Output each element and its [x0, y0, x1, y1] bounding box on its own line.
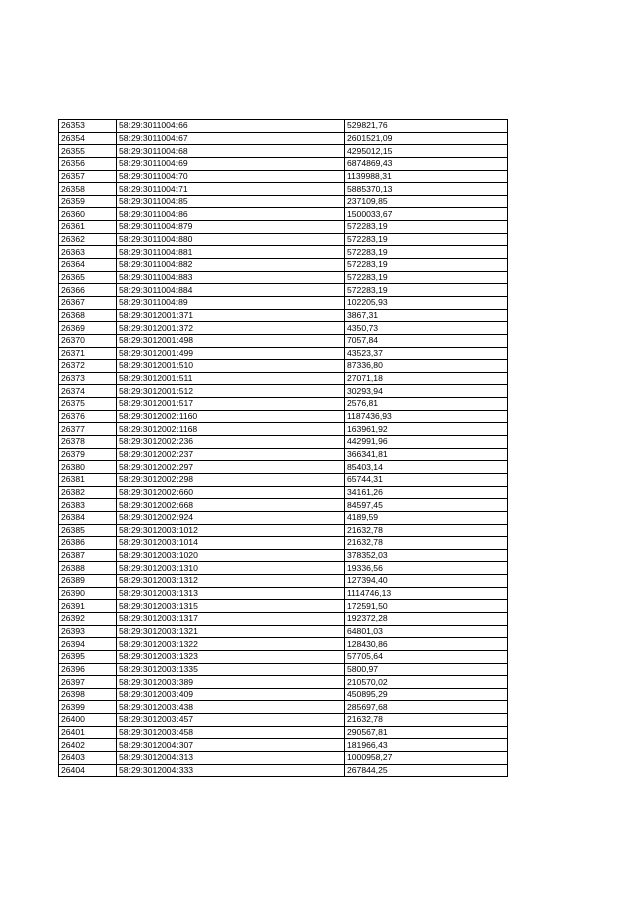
row-number-cell: 26379 [59, 448, 117, 461]
row-number-cell: 26362 [59, 233, 117, 246]
row-number-cell: 26392 [59, 612, 117, 625]
table-row [59, 195, 508, 208]
data-table [58, 119, 508, 777]
cadastral-number-cell: 58:29:3012002:1168 [117, 423, 345, 436]
row-number-cell: 26378 [59, 436, 117, 449]
row-number-cell: 26367 [59, 296, 117, 309]
value-cell: 181966,43 [345, 739, 508, 752]
row-number-cell: 26389 [59, 575, 117, 588]
value-cell: 1139988,31 [345, 170, 508, 183]
row-number-cell: 26397 [59, 676, 117, 689]
value-cell: 19336,56 [345, 562, 508, 575]
value-cell: 285697,68 [345, 701, 508, 714]
value-cell: 1000958,27 [345, 752, 508, 765]
cadastral-number-cell: 58:29:3012003:1317 [117, 612, 345, 625]
cadastral-number-cell: 58:29:3011004:71 [117, 183, 345, 196]
cadastral-number-cell: 58:29:3011004:879 [117, 221, 345, 234]
value-cell: 1114746,13 [345, 587, 508, 600]
cadastral-number-cell: 58:29:3011004:66 [117, 120, 345, 133]
value-cell: 5885370,13 [345, 183, 508, 196]
cadastral-number-cell: 58:29:3012002:668 [117, 499, 345, 512]
value-cell: 128430,86 [345, 638, 508, 651]
table-row [59, 271, 508, 284]
table-row [59, 334, 508, 347]
value-cell: 450895,29 [345, 688, 508, 701]
table-row [59, 322, 508, 335]
table-row [59, 473, 508, 486]
cadastral-number-cell: 58:29:3012002:236 [117, 436, 345, 449]
row-number-cell: 26369 [59, 322, 117, 335]
value-cell: 84597,45 [345, 499, 508, 512]
table-row [59, 309, 508, 322]
row-number-cell: 26380 [59, 461, 117, 474]
row-number-cell: 26390 [59, 587, 117, 600]
cadastral-number-cell: 58:29:3011004:86 [117, 208, 345, 221]
value-cell: 7057,84 [345, 334, 508, 347]
table-row [59, 385, 508, 398]
row-number-cell: 26376 [59, 410, 117, 423]
value-cell: 64801,03 [345, 625, 508, 638]
cadastral-number-cell: 58:29:3011004:70 [117, 170, 345, 183]
value-cell: 290567,81 [345, 726, 508, 739]
cadastral-number-cell: 58:29:3011004:85 [117, 195, 345, 208]
table-row [59, 157, 508, 170]
table-row [59, 663, 508, 676]
cadastral-number-cell: 58:29:3011004:67 [117, 132, 345, 145]
cadastral-number-cell: 58:29:3011004:68 [117, 145, 345, 158]
table-row [59, 638, 508, 651]
row-number-cell: 26404 [59, 764, 117, 777]
row-number-cell: 26403 [59, 752, 117, 765]
cadastral-number-cell: 58:29:3012002:298 [117, 473, 345, 486]
table-row [59, 347, 508, 360]
table-row [59, 625, 508, 638]
cadastral-number-cell: 58:29:3011004:880 [117, 233, 345, 246]
row-number-cell: 26368 [59, 309, 117, 322]
row-number-cell: 26355 [59, 145, 117, 158]
cadastral-number-cell: 58:29:3012002:297 [117, 461, 345, 474]
cadastral-number-cell: 58:29:3012004:333 [117, 764, 345, 777]
value-cell: 442991,96 [345, 436, 508, 449]
value-cell: 2576,81 [345, 398, 508, 411]
value-cell: 4189,59 [345, 511, 508, 524]
row-number-cell: 26375 [59, 398, 117, 411]
row-number-cell: 26381 [59, 473, 117, 486]
value-cell: 65744,31 [345, 473, 508, 486]
table-row [59, 246, 508, 259]
row-number-cell: 26361 [59, 221, 117, 234]
table-row [59, 600, 508, 613]
cadastral-number-cell: 58:29:3012002:924 [117, 511, 345, 524]
value-cell: 21632,78 [345, 537, 508, 550]
table-row [59, 448, 508, 461]
value-cell: 3867,31 [345, 309, 508, 322]
table-row [59, 764, 508, 777]
cadastral-number-cell: 58:29:3012001:498 [117, 334, 345, 347]
cadastral-number-cell: 58:29:3012003:1310 [117, 562, 345, 575]
row-number-cell: 26357 [59, 170, 117, 183]
row-number-cell: 26382 [59, 486, 117, 499]
table-row [59, 511, 508, 524]
value-cell: 21632,78 [345, 714, 508, 727]
value-cell: 2601521,09 [345, 132, 508, 145]
value-cell: 210570,02 [345, 676, 508, 689]
cadastral-number-cell: 58:29:3012003:1322 [117, 638, 345, 651]
table-body [59, 120, 508, 777]
cadastral-number-cell: 58:29:3012003:1321 [117, 625, 345, 638]
table-row [59, 499, 508, 512]
table-row [59, 296, 508, 309]
value-cell: 267844,25 [345, 764, 508, 777]
value-cell: 6874869,43 [345, 157, 508, 170]
cadastral-number-cell: 58:29:3012001:511 [117, 372, 345, 385]
cadastral-number-cell: 58:29:3012001:499 [117, 347, 345, 360]
table-row [59, 221, 508, 234]
cadastral-number-cell: 58:29:3012004:313 [117, 752, 345, 765]
cadastral-number-cell: 58:29:3011004:881 [117, 246, 345, 259]
table-row [59, 461, 508, 474]
row-number-cell: 26377 [59, 423, 117, 436]
table-row [59, 436, 508, 449]
row-number-cell: 26395 [59, 650, 117, 663]
row-number-cell: 26353 [59, 120, 117, 133]
cadastral-number-cell: 58:29:3012003:1014 [117, 537, 345, 550]
value-cell: 529821,76 [345, 120, 508, 133]
cadastral-number-cell: 58:29:3012003:1323 [117, 650, 345, 663]
cadastral-number-cell: 58:29:3011004:69 [117, 157, 345, 170]
table-row [59, 537, 508, 550]
row-number-cell: 26359 [59, 195, 117, 208]
table-row [59, 284, 508, 297]
value-cell: 172591,50 [345, 600, 508, 613]
row-number-cell: 26373 [59, 372, 117, 385]
table-row [59, 398, 508, 411]
value-cell: 378352,03 [345, 549, 508, 562]
cadastral-number-cell: 58:29:3012001:517 [117, 398, 345, 411]
value-cell: 192372,28 [345, 612, 508, 625]
value-cell: 163961,92 [345, 423, 508, 436]
row-number-cell: 26383 [59, 499, 117, 512]
table-row [59, 372, 508, 385]
row-number-cell: 26387 [59, 549, 117, 562]
cadastral-number-cell: 58:29:3012003:457 [117, 714, 345, 727]
row-number-cell: 26394 [59, 638, 117, 651]
row-number-cell: 26365 [59, 271, 117, 284]
cadastral-number-cell: 58:29:3012001:371 [117, 309, 345, 322]
table-row [59, 486, 508, 499]
table-row [59, 676, 508, 689]
row-number-cell: 26358 [59, 183, 117, 196]
cadastral-number-cell: 58:29:3012003:409 [117, 688, 345, 701]
table-row [59, 562, 508, 575]
cadastral-number-cell: 58:29:3012003:389 [117, 676, 345, 689]
value-cell: 102205,93 [345, 296, 508, 309]
table-row [59, 360, 508, 373]
row-number-cell: 26399 [59, 701, 117, 714]
row-number-cell: 26393 [59, 625, 117, 638]
row-number-cell: 26388 [59, 562, 117, 575]
row-number-cell: 26354 [59, 132, 117, 145]
value-cell: 127394,40 [345, 575, 508, 588]
table-row [59, 259, 508, 272]
cadastral-number-cell: 58:29:3011004:882 [117, 259, 345, 272]
value-cell: 87336,80 [345, 360, 508, 373]
row-number-cell: 26356 [59, 157, 117, 170]
value-cell: 5800,97 [345, 663, 508, 676]
cadastral-number-cell: 58:29:3012002:237 [117, 448, 345, 461]
table-row [59, 145, 508, 158]
table-row [59, 132, 508, 145]
row-number-cell: 26391 [59, 600, 117, 613]
cadastral-number-cell: 58:29:3012003:438 [117, 701, 345, 714]
row-number-cell: 26384 [59, 511, 117, 524]
row-number-cell: 26364 [59, 259, 117, 272]
table-row [59, 120, 508, 133]
value-cell: 34161,26 [345, 486, 508, 499]
cadastral-number-cell: 58:29:3012001:372 [117, 322, 345, 335]
row-number-cell: 26401 [59, 726, 117, 739]
table-row [59, 575, 508, 588]
value-cell: 366341,81 [345, 448, 508, 461]
value-cell: 237109,85 [345, 195, 508, 208]
cadastral-number-cell: 58:29:3012003:1312 [117, 575, 345, 588]
table-row [59, 752, 508, 765]
row-number-cell: 26386 [59, 537, 117, 550]
row-number-cell: 26400 [59, 714, 117, 727]
value-cell: 1500033,67 [345, 208, 508, 221]
table-row [59, 233, 508, 246]
row-number-cell: 26398 [59, 688, 117, 701]
table-row [59, 701, 508, 714]
value-cell: 572283,19 [345, 271, 508, 284]
row-number-cell: 26374 [59, 385, 117, 398]
table-row [59, 739, 508, 752]
cadastral-number-cell: 58:29:3012003:1020 [117, 549, 345, 562]
table-row [59, 650, 508, 663]
cadastral-number-cell: 58:29:3011004:883 [117, 271, 345, 284]
row-number-cell: 26372 [59, 360, 117, 373]
cadastral-number-cell: 58:29:3012003:1315 [117, 600, 345, 613]
value-cell: 4295012,15 [345, 145, 508, 158]
value-cell: 21632,78 [345, 524, 508, 537]
row-number-cell: 26371 [59, 347, 117, 360]
table-row [59, 549, 508, 562]
row-number-cell: 26396 [59, 663, 117, 676]
table-row [59, 688, 508, 701]
cadastral-number-cell: 58:29:3012002:660 [117, 486, 345, 499]
value-cell: 1187436,93 [345, 410, 508, 423]
table-row [59, 726, 508, 739]
cadastral-number-cell: 58:29:3011004:884 [117, 284, 345, 297]
value-cell: 43523,37 [345, 347, 508, 360]
cadastral-number-cell: 58:29:3011004:89 [117, 296, 345, 309]
table-row [59, 410, 508, 423]
value-cell: 572283,19 [345, 259, 508, 272]
cadastral-number-cell: 58:29:3012003:1335 [117, 663, 345, 676]
cadastral-number-cell: 58:29:3012001:510 [117, 360, 345, 373]
value-cell: 572283,19 [345, 246, 508, 259]
value-cell: 572283,19 [345, 221, 508, 234]
table-row [59, 612, 508, 625]
table-row [59, 423, 508, 436]
row-number-cell: 26360 [59, 208, 117, 221]
value-cell: 572283,19 [345, 233, 508, 246]
cadastral-number-cell: 58:29:3012003:1313 [117, 587, 345, 600]
table-row [59, 714, 508, 727]
cadastral-number-cell: 58:29:3012001:512 [117, 385, 345, 398]
table-row [59, 183, 508, 196]
row-number-cell: 26366 [59, 284, 117, 297]
cadastral-number-cell: 58:29:3012002:1160 [117, 410, 345, 423]
cadastral-number-cell: 58:29:3012003:458 [117, 726, 345, 739]
table-row [59, 587, 508, 600]
cadastral-number-cell: 58:29:3012003:1012 [117, 524, 345, 537]
value-cell: 30293,94 [345, 385, 508, 398]
row-number-cell: 26402 [59, 739, 117, 752]
value-cell: 57705,64 [345, 650, 508, 663]
table-row [59, 524, 508, 537]
row-number-cell: 26370 [59, 334, 117, 347]
value-cell: 85403,14 [345, 461, 508, 474]
value-cell: 572283,19 [345, 284, 508, 297]
cadastral-number-cell: 58:29:3012004:307 [117, 739, 345, 752]
row-number-cell: 26363 [59, 246, 117, 259]
table-row [59, 170, 508, 183]
row-number-cell: 26385 [59, 524, 117, 537]
table-row [59, 208, 508, 221]
value-cell: 4350,73 [345, 322, 508, 335]
value-cell: 27071,18 [345, 372, 508, 385]
